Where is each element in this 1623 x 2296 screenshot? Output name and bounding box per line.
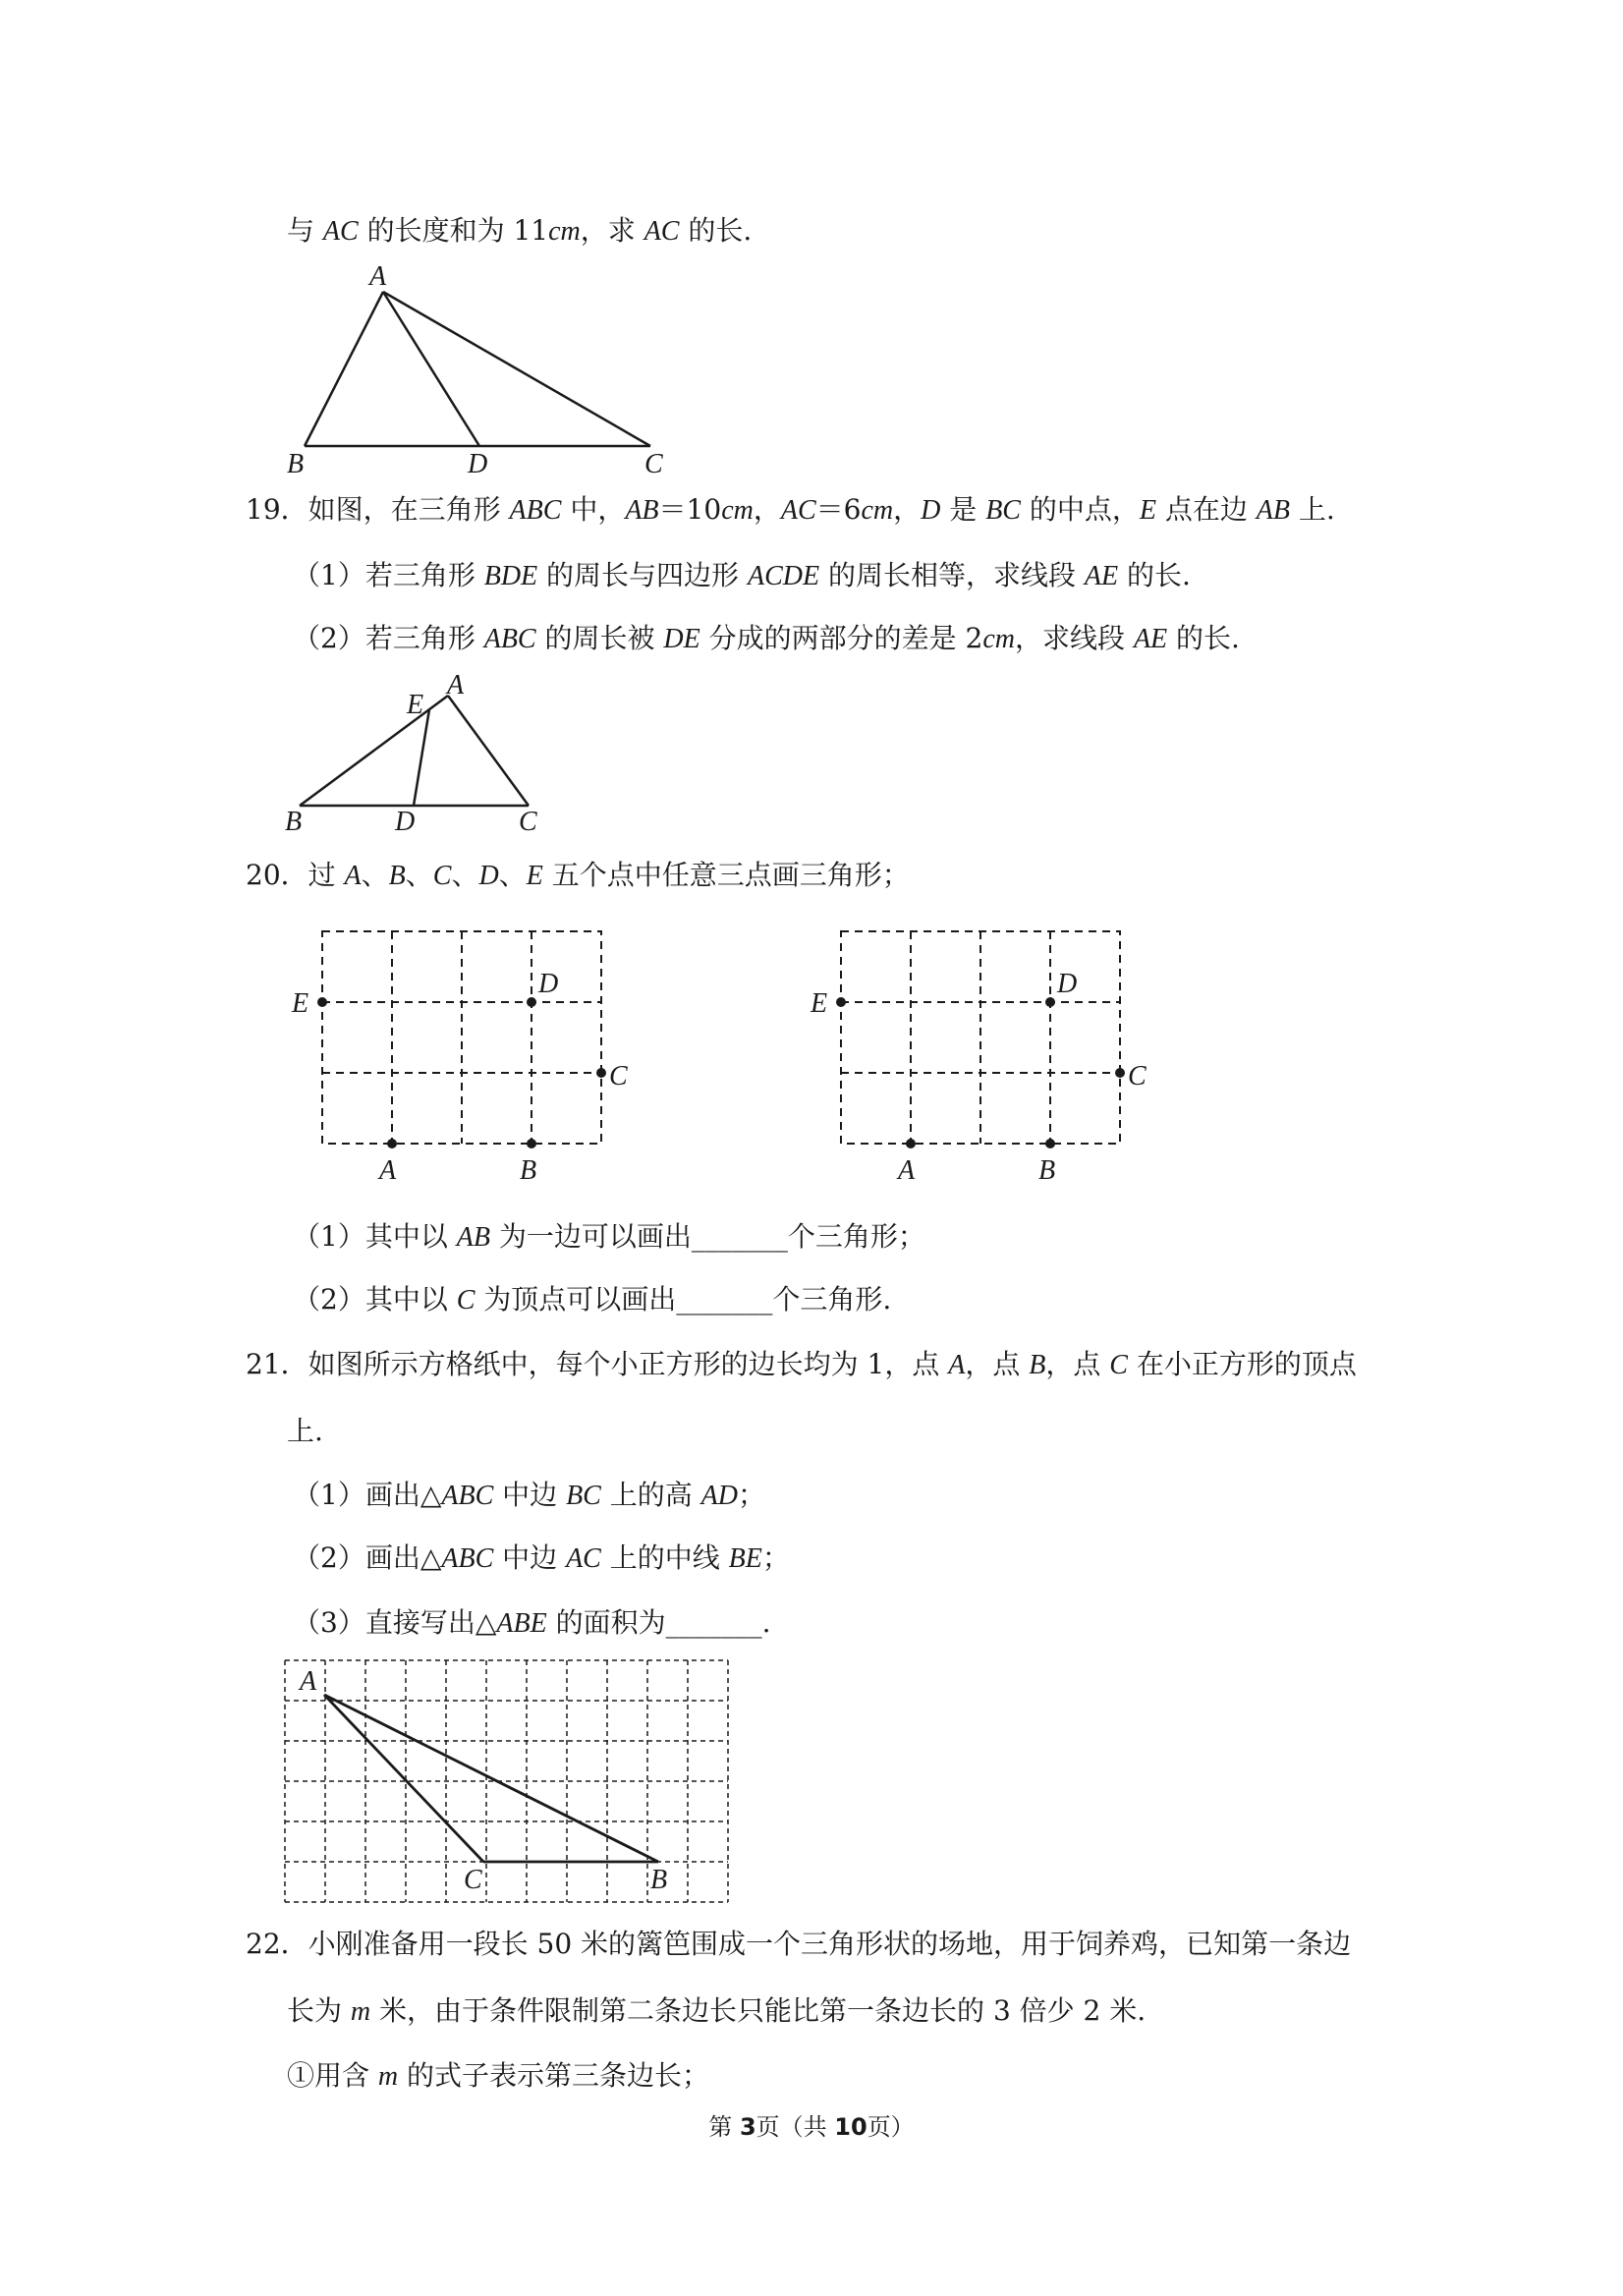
q21-part1: （1）画出△ABC 中边 BC 上的高 AD； — [293, 1479, 765, 1511]
label-B: B — [520, 1155, 537, 1186]
label-A: A — [300, 1666, 317, 1697]
q18-text: 与 AC 的长度和为 11cm，求 AC 的长. — [287, 214, 753, 247]
q19-part2: （2）若三角形 ABC 的周长被 DE 分成的两部分的差是 2cm，求线段 AE 的长. — [293, 622, 1240, 654]
label-C: C — [464, 1865, 482, 1895]
label-B: B — [285, 807, 303, 837]
label-D: D — [538, 969, 559, 999]
answer-blank[interactable]: _______ — [691, 1220, 788, 1253]
page-number: 3 — [739, 2113, 756, 2141]
q21-stem-line2: 上. — [287, 1415, 323, 1447]
label-D: D — [1057, 969, 1078, 999]
q20-part1: （1）其中以 AB 为一边可以画出_______个三角形； — [293, 1220, 925, 1253]
label-B: B — [287, 449, 305, 479]
label-A: A — [898, 1155, 916, 1186]
label-B: B — [1038, 1155, 1056, 1186]
answer-blank[interactable]: _______ — [676, 1283, 773, 1316]
q22-stem-line2: 长为 m 米，由于条件限制第二条边长只能比第一条边长的 3 倍少 2 米. — [287, 1994, 1147, 2027]
page-footer: 第 3页（共 10页） — [708, 2113, 915, 2141]
q22-part1: ①用含 m 的式子表示第三条边长； — [287, 2059, 710, 2092]
q21-stem-line1: 21．如图所示方格纸中，每个小正方形的边长均为 1，点 A，点 B，点 C 在小正方形的顶点 — [246, 1348, 1357, 1380]
label-A: A — [379, 1155, 397, 1186]
q19-stem: 19．如图，在三角形 ABC 中，AB＝10cm，AC＝6cm，D 是 BC 的中点，E 点在边 AB 上. — [246, 493, 1335, 526]
q20-part2: （2）其中以 C 为顶点可以画出_______个三角形. — [293, 1283, 892, 1316]
label-B: B — [650, 1865, 668, 1895]
label-A: A — [369, 261, 387, 292]
q19-part1: （1）若三角形 BDE 的周长与四边形 ACDE 的周长相等，求线段 AE 的长. — [293, 559, 1191, 591]
label-C: C — [1128, 1061, 1147, 1092]
label-E: E — [811, 988, 828, 1019]
q22-stem-line1: 22．小刚准备用一段长 50 米的篱笆围成一个三角形状的场地，用于饲养鸡，已知第一条边 — [246, 1928, 1352, 1960]
q21-part3: （3）直接写出△ABE 的面积为_______. — [293, 1606, 771, 1639]
label-C: C — [519, 807, 537, 837]
q21-part2: （2）画出△ABC 中边 AC 上的中线 BE； — [293, 1541, 790, 1574]
q20-stem: 20．过 A、B、C、D、E 五个点中任意三点画三角形； — [246, 859, 910, 891]
label-A: A — [447, 670, 465, 700]
answer-blank[interactable]: _______ — [665, 1606, 762, 1639]
label-D: D — [395, 807, 416, 837]
label-C: C — [609, 1061, 628, 1092]
label-C: C — [644, 449, 663, 479]
label-E: E — [292, 988, 309, 1019]
label-E: E — [407, 690, 424, 720]
label-D: D — [468, 449, 488, 479]
page-total: 10 — [834, 2113, 867, 2141]
